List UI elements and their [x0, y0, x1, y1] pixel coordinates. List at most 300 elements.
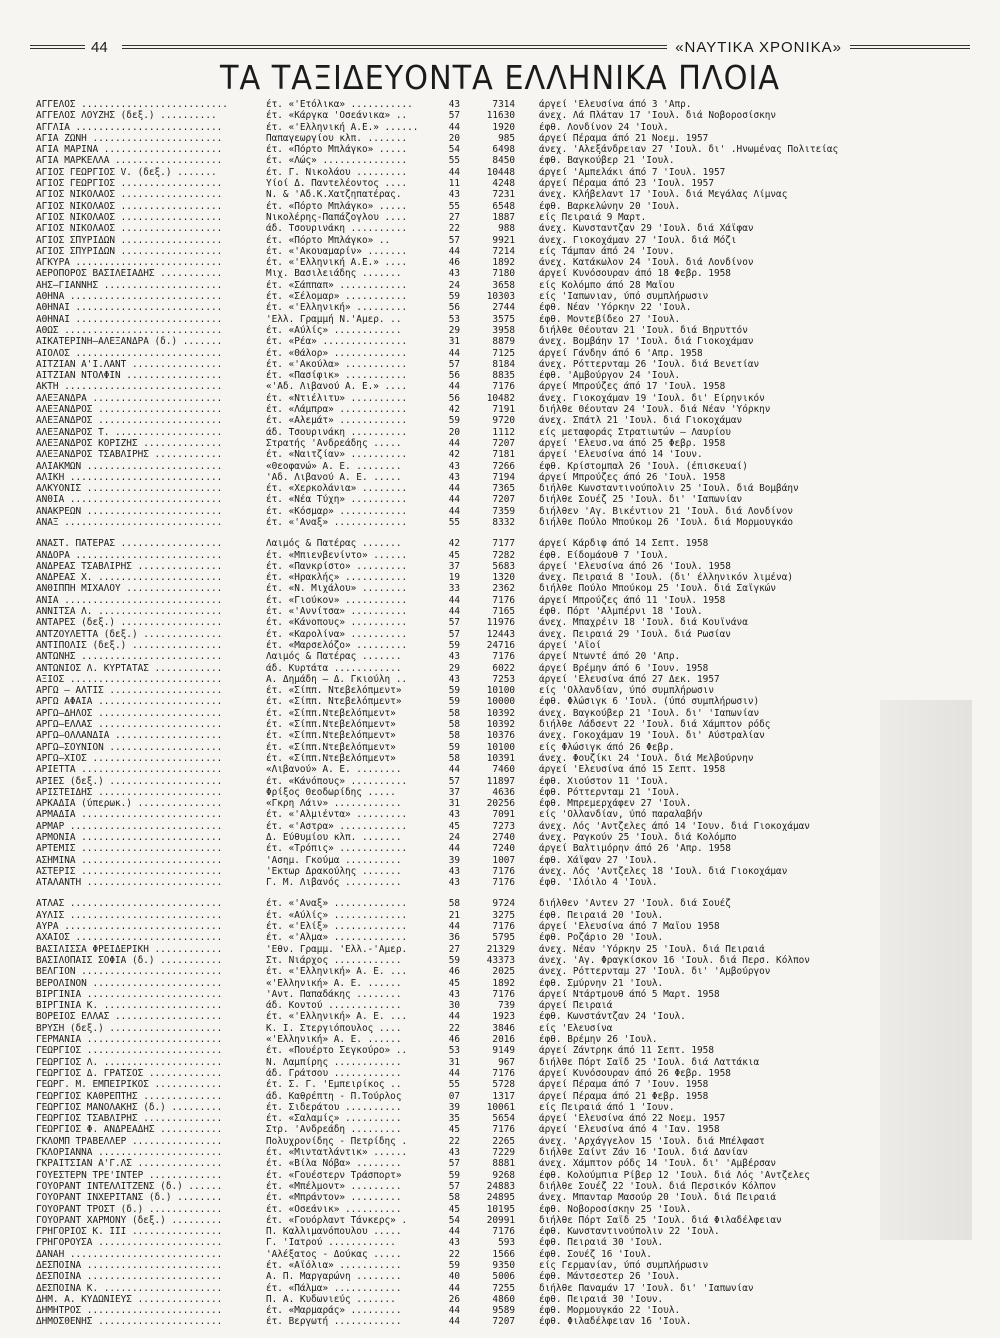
tonnage: 10100 [486, 685, 515, 697]
ship-owner: έτ. «Μπιενβενίντο» ...... [266, 549, 408, 561]
ship-owner: έτ. «Αλεμάτ» ............ [266, 415, 408, 427]
column-gap [515, 438, 539, 449]
column-gap [515, 1113, 539, 1124]
voyage-status: άργεί 'Ελευσίνα άπό 7 Μαΐου 1958 [539, 921, 720, 933]
ship-name: ΒΕΛΓΙΟΝ ......................... [36, 966, 223, 978]
ship-owner: έτ. «'Ετόλικα» ........... [266, 99, 413, 110]
table-row [36, 133, 966, 144]
voyage-status: άνεχ. Γιοκοχάμαν 19 'Ιουλ. δι' Είρηνικόν [539, 392, 765, 404]
ship-name: ΓΡΗΓΟΡΙΟΣ Κ. ΙΙΙ ................ [36, 1226, 223, 1238]
voyage-status: έφθ. Φλώσιγκ 6 'Ιουλ. (ύπό συμπλήρωσιν) [539, 696, 760, 708]
column-gap [515, 122, 539, 133]
table-row [36, 110, 966, 121]
voyage-status: διήλθε Θέουταν 21 'Ιουλ. διά Βηρυττόν [539, 324, 748, 336]
voyage-status: άργεί Ζάντρηκ άπό 11 Σεπτ. 1958 [539, 1045, 714, 1057]
ship-owner: έτ. «Ρέα» ............... [266, 336, 408, 348]
column-gap [515, 359, 539, 370]
tonnage: 8184 [492, 358, 515, 370]
voyage-status: άργεί 'Ελευσίνα άπό 26 'Ιουλ. 1958 [539, 560, 731, 572]
ship-owner: έτ. «'Ακούλα» ........... [266, 358, 408, 370]
column-gap [515, 561, 539, 572]
voyage-status: έφθ. Φιλαδέλφειαν 16 'Ιουλ. [539, 1316, 692, 1328]
tonnage: 7176 [492, 381, 515, 393]
column-gap [515, 1260, 539, 1271]
ship-name: ΑΓΚΥΡΑ .......................... [36, 257, 223, 269]
ship-name: ΑΧΑΙΟΣ .......................... [36, 932, 223, 944]
build-year: 53 [448, 313, 460, 325]
column-gap [515, 1068, 539, 1079]
table-row [36, 663, 966, 674]
voyage-status: άργεί Γάνδην άπό 6 'Απρ. 1958 [539, 347, 703, 359]
table-row [36, 404, 966, 415]
tonnage: 8835 [492, 370, 515, 382]
ship-name: ΑΝΤΑΡΕΣ (δεξ.) .................. [36, 617, 223, 629]
table-row [36, 483, 966, 494]
ship-name: ΑΓΙΟΣ ΣΠΥΡΙΔΩΝ .................. [36, 245, 223, 257]
build-year: 55 [448, 516, 460, 528]
ship-name: ΑΝΑΣΤ. ΠΑΤΕΡΑΣ .................. [36, 538, 223, 550]
ship-name: ΒΕΡΟΛΙΝΟΝ ....................... [36, 977, 223, 989]
ship-owner: Μιχ. Βασιλειάδης ....... [266, 268, 402, 280]
build-year: 44 [448, 1011, 460, 1023]
build-year: 55 [448, 1079, 460, 1091]
column-gap [515, 1316, 539, 1327]
ship-name: ΑΓΓΕΛΟΣ .......................... [36, 99, 228, 110]
build-year: 57 [448, 775, 460, 787]
column-gap [515, 978, 539, 989]
tonnage: 10392 [486, 707, 515, 719]
ship-name: ΑΛΕΞΑΝΔΡΟΣ ΤΣΑΒΛΙΡΗΣ ............ [36, 449, 223, 461]
table-row [36, 1170, 966, 1181]
table-row [36, 617, 966, 628]
tonnage: 2740 [492, 832, 515, 843]
ship-owner: έτ. «Μπράντον» ......... [266, 1192, 402, 1204]
build-year: 44 [448, 1067, 460, 1079]
voyage-status: άργεί 'Ελευσίνα άπό 15 Σεπτ. 1958 [539, 764, 726, 776]
build-year: 29 [448, 662, 460, 674]
voyage-status: διήλθε Πούλο Μπούκομ 26 'Ιουλ. διά Μορμουγκάο [539, 516, 793, 528]
table-row [36, 348, 966, 359]
column-gap [515, 1124, 539, 1135]
tonnage: 739 [498, 1000, 515, 1012]
tonnage: 7214 [492, 245, 515, 257]
ship-name: ΑΛΙΑΚΜΩΝ ........................ [36, 460, 223, 472]
table-row [36, 1011, 966, 1022]
ship-owner: 'Αδ. Λιβανού Α. Ε. ..... [266, 471, 402, 483]
tonnage: 6498 [492, 144, 515, 156]
ship-name: ΓΕΩΡΓ. Μ. ΕΜΠΕΙΡΙΚΟΣ ............ [36, 1079, 223, 1091]
table-row [36, 1192, 966, 1203]
table-row [36, 538, 966, 549]
table-row [36, 978, 966, 989]
build-year: 30 [448, 1000, 460, 1012]
ship-owner: Νικολέρης-Παπάζογλου .... [266, 211, 408, 223]
voyage-status: έφθ. Πειραιά 20 'Ιουλ. [539, 909, 664, 921]
voyage-status: άνεχ. Λά Πλάταν 17 'Ιουλ. διά Νοβοροσίσκην [539, 110, 777, 122]
tonnage: 20991 [486, 1214, 515, 1226]
ship-name: ΓΟΥΟΡΑΝΤ ΙΝΤΕΛΛΙΤΖΕΝΣ (δ.) ...... [36, 1180, 223, 1192]
table-row [36, 167, 966, 178]
ship-owner: «Λιβανού» Α. Ε. ........ [266, 764, 402, 776]
table-row [36, 246, 966, 257]
table-row [36, 674, 966, 685]
voyage-status: είς μεταφοράς Στρατιωτών — Λαυρίου [539, 426, 731, 438]
ship-owner: έτ. «'Ελληνική Α.Ε.» .... [266, 257, 408, 269]
column-gap [515, 415, 539, 426]
build-year: 31 [448, 798, 460, 810]
tonnage: 5795 [492, 932, 515, 944]
table-row [36, 1079, 966, 1090]
table-row [36, 1226, 966, 1237]
voyage-status: άργεί 'Αμπελάκι άπό 7 'Ιουλ. 1957 [539, 166, 726, 178]
tonnage: 8450 [492, 155, 515, 167]
ship-owner: έτ. «Λώς» ............... [266, 155, 408, 167]
ship-name: ΑΙΤΖΙΑΝ Α'Ι.ΛΑΝΤ ................ [36, 358, 223, 370]
build-year: 43 [448, 865, 460, 877]
voyage-status: άνεχ. Λός 'Αντζελες 18 'Ιουλ. διά Γιοκοχάμαν [539, 865, 788, 877]
voyage-status: διήλθε Πούλο Μπούκομ 25 'Ιουλ. διά Σαϊγκών [539, 583, 777, 595]
tonnage: 2016 [492, 1034, 515, 1046]
build-year: 55 [448, 155, 460, 167]
ship-name: ΑΓΓΛΙΑ .......................... [36, 121, 223, 133]
tonnage: 3958 [492, 324, 515, 336]
column-gap [515, 393, 539, 404]
build-year: 44 [448, 505, 460, 517]
build-year: 44 [448, 594, 460, 606]
column-gap [515, 302, 539, 313]
column-gap [515, 1011, 539, 1022]
ship-register-table [36, 99, 966, 1338]
tonnage: 10376 [486, 730, 515, 742]
table-row [36, 1215, 966, 1226]
voyage-status: άνεχ. Ρόττερνταμ 26 'Ιουλ. διά Βενετίαν [539, 358, 760, 370]
column-gap [515, 966, 539, 977]
table-row [36, 1260, 966, 1271]
build-year: 43 [448, 988, 460, 1000]
ship-name: ΓΕΩΡΓΙΟΣ Λ. ..................... [36, 1056, 223, 1068]
ship-name: ΑΝΑΚΡΕΩΝ ........................ [36, 505, 223, 517]
ship-owner: έτ. «Πανκρίστο» ......... [266, 560, 408, 572]
column-gap [515, 538, 539, 549]
ship-owner: έτ. «Γουέστερν Τράσπορτ» [266, 1169, 402, 1181]
voyage-status: άργεί Κυνόσουραν άπό 26 Φεβρ. 1958 [539, 1067, 731, 1079]
table-row [36, 561, 966, 572]
ship-name: ΑΝΤΙΠΟΛΙΣ (δεξ.) ................ [36, 639, 223, 651]
register-block [36, 538, 966, 888]
table-row [36, 742, 966, 753]
tonnage: 10000 [486, 696, 515, 708]
tonnage: 9589 [492, 1305, 515, 1317]
tonnage: 10195 [486, 1203, 515, 1215]
voyage-status: διήλθε Παναμάν 17 'Ιουλ. δι' 'Ιαπωνίαν [539, 1282, 754, 1294]
column-gap [515, 1023, 539, 1034]
ship-name: ΑΡΙΣΤΕΙΔΗΣ ...................... [36, 786, 223, 798]
ship-name: ΑΝΔΟΡΑ .......................... [36, 549, 223, 561]
column-gap [515, 506, 539, 517]
table-row [36, 178, 966, 189]
tonnage: 24883 [486, 1180, 515, 1192]
build-year: 58 [448, 707, 460, 719]
table-row [36, 1023, 966, 1034]
ship-name: ΑΡΓΩ—ΟΛΛΑΝΔΙΑ ................... [36, 730, 223, 742]
ship-owner: «Θεοφανώ» Α. Ε. ........ [266, 460, 402, 472]
table-row [36, 302, 966, 313]
ship-owner: Γ. 'Ιατρού ............ [266, 1237, 396, 1249]
build-year: 44 [448, 921, 460, 933]
ship-name: ΓΕΩΡΓΙΟΣ ........................ [36, 1045, 223, 1057]
voyage-status: άνεχ. Βομβάην 17 'Ιουλ. διά Γιοκοχάμαν [539, 336, 754, 348]
build-year: 59 [448, 639, 460, 651]
table-row [36, 291, 966, 302]
column-gap [515, 742, 539, 753]
ship-name: ΑΣΤΕΡΙΣ ......................... [36, 865, 223, 877]
column-gap [515, 898, 539, 909]
page-title: ΤΑ ΤΑΞΙΔΕΥΟΝΤΑ ΕΛΛΗΝΙΚΑ ΠΛΟΙΑ [220, 58, 780, 97]
tonnage: 1317 [492, 1090, 515, 1102]
column-gap [515, 1045, 539, 1056]
voyage-status: άνεχ. 'Αρχάγγελον 15 'Ιουλ. διά Μπέλφαστ [539, 1135, 765, 1147]
voyage-status: άνεχ. Χάμπτον ρόδς 14 'Ιουλ. δι' 'Αμβέρσαν [539, 1158, 777, 1170]
tonnage: 9921 [492, 234, 515, 246]
table-row [36, 708, 966, 719]
column-gap [515, 235, 539, 246]
ship-name: ΑΓΙΟΣ ΝΙΚΟΛΑΟΣ .................. [36, 211, 223, 223]
table-row [36, 1124, 966, 1135]
column-gap [515, 809, 539, 820]
build-year: 45 [448, 1124, 460, 1136]
voyage-status: άργεί Πέραμα άπό 7 'Ιουν. 1958 [539, 1079, 709, 1091]
ship-owner: έτ. «Πόρτο Μπλάγκο» ..... [266, 144, 408, 156]
ship-owner: 'Αντ. Παπαδάκης ........ [266, 988, 402, 1000]
build-year: 58 [448, 719, 460, 731]
table-row [36, 314, 966, 325]
voyage-status: διήλθε Κωνσταντινούπολιν 25 'Ιουλ. διά Βομβάην [539, 483, 799, 495]
tonnage: 9724 [492, 898, 515, 910]
ship-name: ΒΡΥΣΗ (δεξ.) .................... [36, 1022, 223, 1034]
column-gap [515, 696, 539, 707]
column-gap [515, 1305, 539, 1316]
ship-owner: έτ. «Σαλαμίς» .......... [266, 1113, 402, 1125]
voyage-status: άνεχ. Ρόττερνταμ 27 'Ιουλ. δι' 'Αμβούργον [539, 966, 771, 978]
ship-name: ΒΑΣΙΛΙΣΣΑ ΦΡΕΙΔΕΡΙΚΗ ............ [36, 943, 223, 955]
voyage-status: έφθ. Κολούμπια Ρίβερ 12 'Ιουλ. διά Λός 'Αντζελες [539, 1169, 810, 1181]
column-gap [515, 1034, 539, 1045]
table-row [36, 1068, 966, 1079]
build-year: 44 [448, 381, 460, 393]
voyage-status: έφθ. Πειραιά 30 'Ιουν. [539, 1293, 664, 1305]
column-gap [515, 99, 539, 110]
table-row [36, 506, 966, 517]
ship-owner: έτ. «Χερκολάνια» ........ [266, 483, 408, 495]
voyage-status: έφθ. Μοντεβίδεο 27 'Ιουλ. [539, 313, 681, 325]
table-row [36, 1237, 966, 1248]
ship-name: ΑΓΙΟΣ ΝΙΚΟΛΑΟΣ .................. [36, 189, 223, 201]
table-row [36, 212, 966, 223]
ship-owner: έτ. «'Ελληνική» ......... [266, 302, 408, 314]
build-year: 59 [448, 954, 460, 966]
tonnage: 7176 [492, 651, 515, 663]
tonnage: 8332 [492, 516, 515, 528]
ship-name: ΑΓΙΟΣ ΓΕΩΡΓΙΟΣ V. (δεξ.) ....... [36, 166, 217, 178]
voyage-status: έφθ. Νοβοροσίσκην 25 'Ιουλ. [539, 1203, 692, 1215]
column-gap [515, 932, 539, 943]
build-year: 31 [448, 1056, 460, 1068]
ship-owner: έτ. «Βίλα Νόβα» ........ [266, 1158, 402, 1170]
voyage-status: είς 'Ελευσίνα [539, 1022, 613, 1034]
table-row [36, 415, 966, 426]
build-year: 37 [448, 560, 460, 572]
column-gap [515, 167, 539, 178]
tonnage: 12443 [486, 628, 515, 640]
voyage-status: έφθ. Ροζάριο 20 'Ιουλ. [539, 932, 664, 944]
tonnage: 593 [498, 1237, 515, 1249]
voyage-status: άνεχ. Βαγκούβερ 21 'Ιουλ. δι' 'Ιαπωνίαν [539, 707, 760, 719]
ship-name: ΑΓΙΟΣ ΝΙΚΟΛΑΟΣ .................. [36, 200, 223, 212]
column-gap [515, 651, 539, 662]
ship-owner: έτ. «Γουόρλαντ Τάνκερς» . [266, 1214, 408, 1226]
build-year: 58 [448, 1192, 460, 1204]
tonnage: 8879 [492, 336, 515, 348]
ship-name: ΔΗΜΗΤΡΟΣ ........................ [36, 1305, 223, 1317]
ship-name: ΑΝΘΙΑ ........................... [36, 494, 223, 506]
ship-name: ΑΡΓΩ ΑΦΑΙΑ ...................... [36, 696, 223, 708]
ship-owner: έτ. «Σίππ.Ντεβελόπμεντ» [266, 741, 396, 753]
running-header [30, 38, 970, 56]
tonnage: 7282 [492, 549, 515, 561]
ship-owner: Π. Καλλιμανόπουλου ..... [266, 1226, 402, 1238]
column-gap [515, 832, 539, 843]
tonnage: 2265 [492, 1135, 515, 1147]
tonnage: 43373 [486, 954, 515, 966]
build-year: 43 [448, 189, 460, 201]
voyage-status: έφθ. Χάϊφαν 27 'Ιουλ. [539, 854, 658, 866]
ship-name: ΑΓΙΑ ΜΑΡΙΝΑ ..................... [36, 144, 223, 156]
column-gap [515, 1181, 539, 1192]
ship-name: ΑΡΓΩ—ΔΗΛΟΣ ...................... [36, 707, 223, 719]
build-year: 43 [448, 673, 460, 685]
voyage-status: άργεί Μπρούζες άπό 11 'Ιουλ. 1958 [539, 594, 726, 606]
tonnage: 10448 [486, 166, 515, 178]
ship-owner: άδ. Τσουρινάκη .......... [266, 223, 408, 235]
ship-name: ΑΡΤΕΜΙΣ ......................... [36, 843, 223, 855]
tonnage: 7165 [492, 606, 515, 618]
ship-owner: έτ. «Σάππαπ» ............ [266, 279, 408, 291]
table-row [36, 696, 966, 707]
table-row [36, 155, 966, 166]
voyage-status: έφθ. Βαγκούβερ 21 'Ιουλ. [539, 155, 675, 167]
build-year: 44 [448, 1226, 460, 1238]
column-gap [515, 753, 539, 764]
column-gap [515, 843, 539, 854]
tonnage: 7207 [492, 437, 515, 449]
ship-owner: έτ. «Κάργκα 'Οσεάνικα» .. [266, 110, 408, 122]
build-year: 44 [448, 347, 460, 359]
tonnage: 11897 [486, 775, 515, 787]
voyage-status: άνεχ. Λός 'Αντζελες άπό 14 'Ιουν. διά Γιοκοχάμαν [539, 820, 810, 832]
ship-owner: έτ. «Μαρσελόζο» ......... [266, 639, 408, 651]
table-row [36, 1057, 966, 1068]
build-year: 59 [448, 696, 460, 708]
ship-owner: άδ. Γράτσου ............ [266, 1067, 402, 1079]
ship-name: ΓΟΥΟΡΑΝΤ ΧΑΡΜΟΝΥ (δεξ.) ......... [36, 1214, 223, 1226]
tonnage: 7180 [492, 268, 515, 280]
ship-owner: έτ. «Πουέρτο Σεγκούρο» .. [266, 1045, 408, 1057]
ship-name: ΑΕΡΟΠΟΡΟΣ ΒΑΣΙΛΕΙΑΔΗΣ ........... [36, 268, 223, 280]
ship-name: ΑΡΓΩ — ΑΛΤΙΣ .................... [36, 685, 223, 697]
table-row [36, 640, 966, 651]
column-gap [515, 291, 539, 302]
build-year: 43 [448, 268, 460, 280]
ship-owner: έτ. «Οσεάνικ» .......... [266, 1203, 402, 1215]
column-gap [515, 708, 539, 719]
build-year: 43 [448, 471, 460, 483]
build-year: 57 [448, 1180, 460, 1192]
ship-owner: έτ. «Αϊόλια» ........... [266, 1259, 402, 1271]
column-gap [515, 1158, 539, 1169]
tonnage: 2025 [492, 966, 515, 978]
column-gap [515, 1271, 539, 1282]
ship-name: ΑΓΙΑ ΜΑΡΚΕΛΛΑ ................... [36, 155, 223, 167]
build-year: 58 [448, 898, 460, 910]
voyage-status: έφθ. 'Ιλόιλο 4 'Ιουλ. [539, 877, 658, 889]
build-year: 58 [448, 730, 460, 742]
ship-owner: έτ. «Σίππ.Ντεβελόπμεντ» [266, 707, 396, 719]
ship-owner: «'Ελληνική» Α. Ε. ...... [266, 977, 402, 989]
tonnage: 1892 [492, 257, 515, 269]
voyage-status: διήλθεν 'Αγ. Βικέντιον 21 'Ιουλ. διά Λονδίνον [539, 505, 793, 517]
ship-name: ΑΝΔΡΕΑΣ ΤΣΑΒΛΙΡΗΣ ............... [36, 560, 223, 572]
tonnage: 21329 [486, 943, 515, 955]
ship-owner: έτ. «'Αλμα» ............. [266, 932, 408, 944]
ship-owner: έτ. «Σίππ.Ντεβελόπμεντ» [266, 752, 396, 764]
voyage-status: είς Φλώσιγκ άπό 26 Φεβρ. [539, 741, 675, 753]
ship-owner: έτ. Γ. Νικολάου ......... [266, 166, 408, 178]
voyage-status: έφθ. Κωνστάντζαν 24 'Ιουλ. [539, 1011, 686, 1023]
tonnage: 4860 [492, 1293, 515, 1305]
ship-owner: έτ. «'Ελληνική» Α. Ε. ... [266, 966, 408, 978]
column-gap [515, 989, 539, 1000]
register-block [36, 99, 966, 528]
tonnage: 9720 [492, 415, 515, 427]
voyage-status: άνεχ. Πειραιά 8 'Ιουλ. (δι' έλληνικόν λιμένα) [539, 572, 793, 584]
ship-owner: Κ. Ι. Στεργιόπουλος .... [266, 1022, 402, 1034]
build-year: 27 [448, 943, 460, 955]
build-year: 53 [448, 1045, 460, 1057]
build-year: 54 [448, 1214, 460, 1226]
voyage-status: άργεί Πειραιά [539, 1000, 613, 1012]
voyage-status: έφθ. Είδομάουθ 7 'Ιουλ. [539, 549, 669, 561]
ship-owner: έτ. «'Ελίξ» ............. [266, 921, 408, 933]
build-year: 44 [448, 437, 460, 449]
tonnage: 3575 [492, 313, 515, 325]
tonnage: 7176 [492, 921, 515, 933]
tonnage: 8881 [492, 1158, 515, 1170]
ship-owner: Στρατής 'Ανδρεάδης ..... [266, 437, 402, 449]
ship-name: ΑΝΤΩΝΙΟΣ Λ. ΚΥΡΤΑΤΑΣ ............ [36, 662, 223, 674]
column-gap [515, 1204, 539, 1215]
build-year: 22 [448, 223, 460, 235]
voyage-status: άργεί Βρέμην άπό 6 'Ιουν. 1958 [539, 662, 709, 674]
column-gap [515, 1237, 539, 1248]
build-year: 46 [448, 1034, 460, 1046]
ship-owner: Υίοί Δ. Παντελέοντος .... [266, 178, 408, 190]
table-row [36, 550, 966, 561]
column-gap [515, 595, 539, 606]
ship-name: ΑΡΓΩ—ΧΙΟΣ ....................... [36, 752, 223, 764]
tonnage: 7207 [492, 494, 515, 506]
column-gap [515, 776, 539, 787]
voyage-status: έφθ. Πειραιά 30 'Ιουλ. [539, 1237, 664, 1249]
